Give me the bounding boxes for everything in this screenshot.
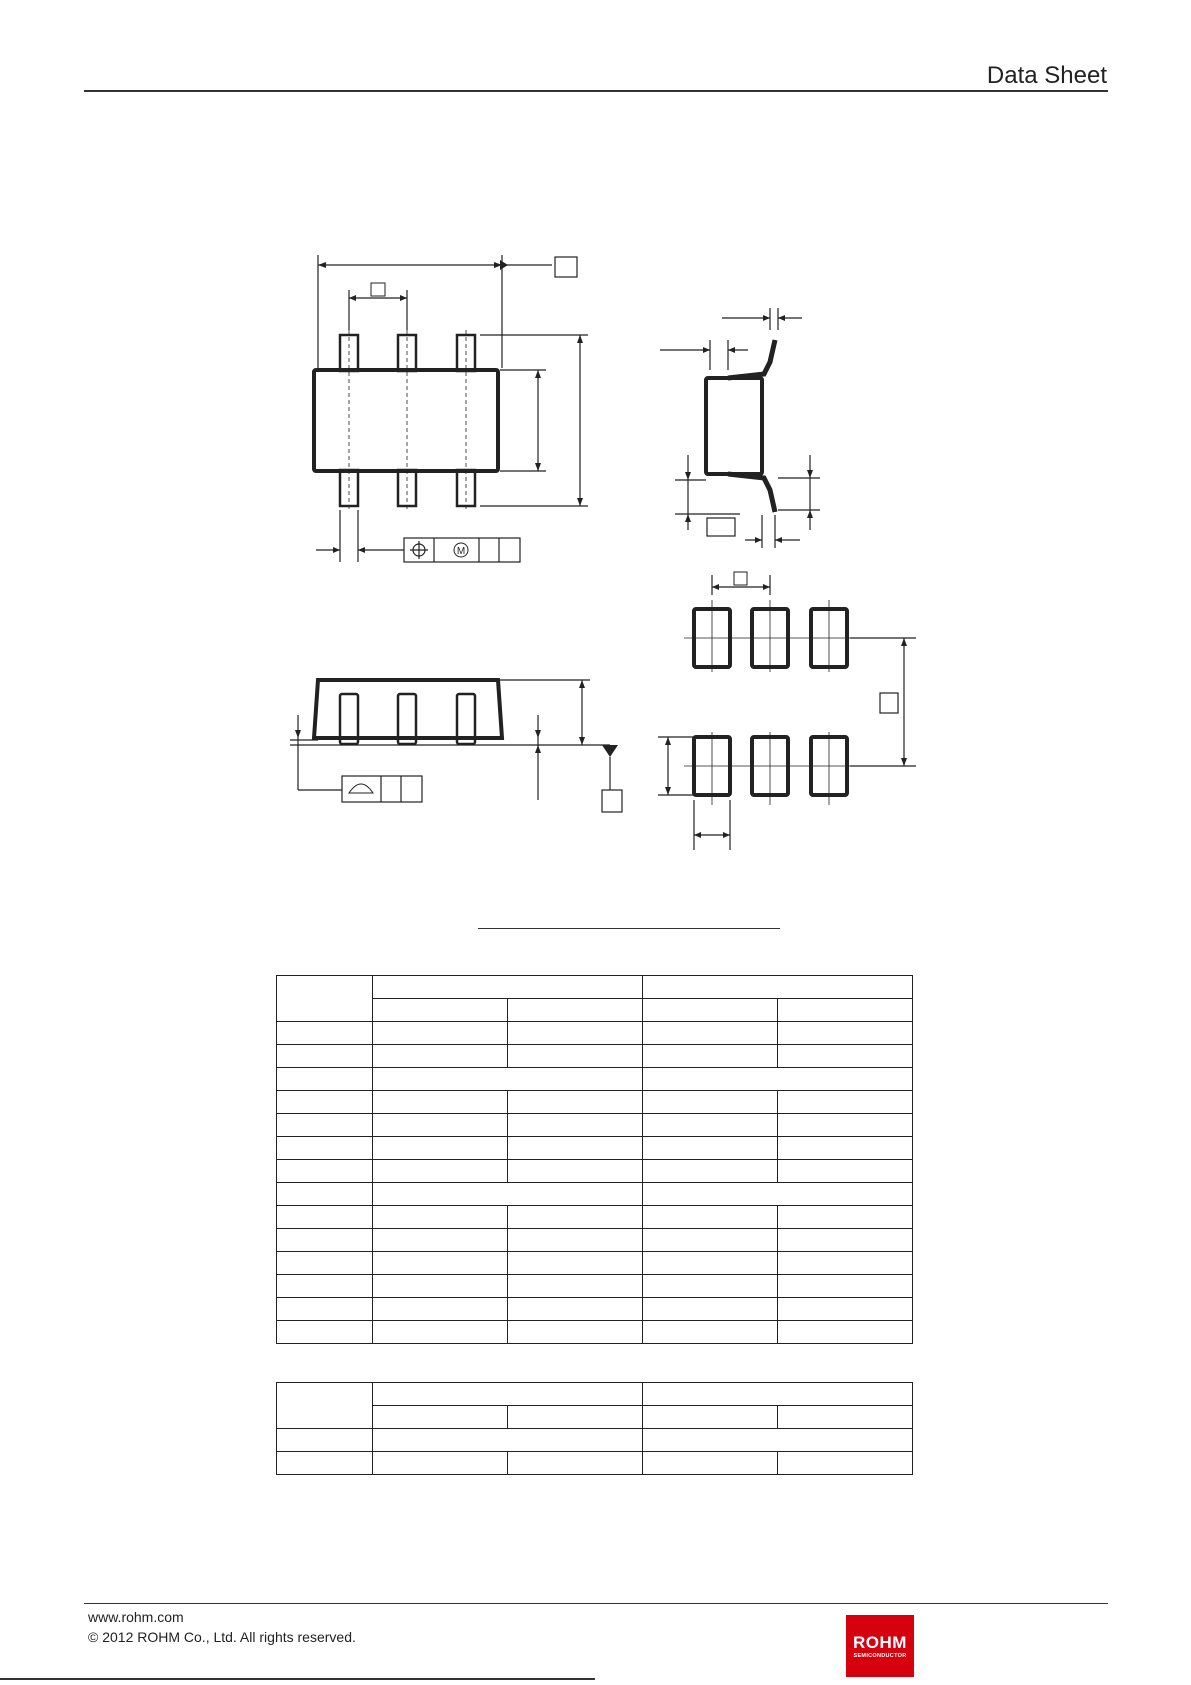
bottom-edge-rule	[0, 1678, 595, 1680]
table-row	[277, 1022, 913, 1045]
table-cell	[373, 976, 643, 999]
table-cell	[277, 1045, 373, 1068]
footer-divider	[84, 1603, 1108, 1604]
table-header-row	[277, 1406, 913, 1429]
table-cell	[277, 1429, 373, 1452]
table-cell	[373, 1321, 508, 1344]
logo-wordmark: ROHM	[853, 1633, 907, 1652]
table-cell	[277, 1183, 373, 1206]
table-cell	[643, 999, 778, 1022]
table-cell	[778, 1091, 913, 1114]
table-cell	[643, 1383, 913, 1406]
table-row	[277, 1206, 913, 1229]
table-cell	[373, 1068, 643, 1091]
table-cell	[508, 1298, 643, 1321]
table-cell	[277, 1022, 373, 1045]
table-cell	[778, 1298, 913, 1321]
table-cell	[373, 1114, 508, 1137]
table-cell	[373, 1206, 508, 1229]
table-cell	[277, 1160, 373, 1183]
table-cell	[643, 1022, 778, 1045]
table-cell	[643, 1206, 778, 1229]
rohm-logo	[846, 1615, 914, 1677]
table-cell	[643, 1160, 778, 1183]
table-cell	[373, 1252, 508, 1275]
table-cell	[778, 1045, 913, 1068]
table-cell	[778, 1252, 913, 1275]
table-cell	[778, 1114, 913, 1137]
table-cell	[508, 1045, 643, 1068]
table-row	[277, 1429, 913, 1452]
table-cell	[373, 1298, 508, 1321]
table-cell	[373, 1183, 643, 1206]
table-cell	[643, 976, 913, 999]
table-cell	[643, 1298, 778, 1321]
table-cell	[643, 1406, 778, 1429]
logo-subtitle: SEMICONDUCTOR	[853, 1653, 907, 1659]
table-row	[277, 1091, 913, 1114]
table-cell	[778, 1321, 913, 1344]
table-cell	[277, 1383, 373, 1429]
table-row	[277, 1229, 913, 1252]
table-cell	[277, 1452, 373, 1475]
dimension-table	[276, 975, 913, 1344]
table-cell	[778, 1022, 913, 1045]
table-cell	[643, 1068, 913, 1091]
table-header-row	[277, 1383, 913, 1406]
table-cell	[373, 1045, 508, 1068]
table-cell	[778, 1229, 913, 1252]
table-cell	[778, 1406, 913, 1429]
table-cell	[373, 1137, 508, 1160]
table-cell	[277, 1114, 373, 1137]
table-row	[277, 1252, 913, 1275]
table-cell	[277, 1091, 373, 1114]
table-cell	[778, 999, 913, 1022]
table-row	[277, 1114, 913, 1137]
table-cell	[373, 999, 508, 1022]
table-cell	[643, 1114, 778, 1137]
table-cell	[277, 1229, 373, 1252]
table-cell	[277, 1068, 373, 1091]
table-row	[277, 1160, 913, 1183]
table-cell	[277, 1137, 373, 1160]
table-cell	[643, 1275, 778, 1298]
table-row	[277, 1321, 913, 1344]
front-view	[290, 680, 622, 812]
table-cell	[643, 1321, 778, 1344]
table-cell	[643, 1183, 913, 1206]
top-view	[314, 255, 588, 562]
table-cell	[643, 1452, 778, 1475]
table-cell	[373, 1452, 508, 1475]
table-cell	[277, 976, 373, 1022]
land-pattern	[658, 572, 916, 850]
mmc-symbol: M	[456, 546, 466, 557]
table-cell	[778, 1206, 913, 1229]
table-cell	[508, 1252, 643, 1275]
table-cell	[373, 1429, 643, 1452]
table-cell	[508, 1091, 643, 1114]
table-row	[277, 1137, 913, 1160]
table-cell	[373, 1022, 508, 1045]
table-row	[277, 1183, 913, 1206]
table-cell	[277, 1275, 373, 1298]
table-cell	[277, 1206, 373, 1229]
table-cell	[508, 1137, 643, 1160]
table-cell	[508, 1229, 643, 1252]
table-row	[277, 1452, 913, 1475]
table-cell	[508, 1022, 643, 1045]
table-cell	[508, 999, 643, 1022]
table-cell	[373, 1160, 508, 1183]
table-cell	[508, 1160, 643, 1183]
table-header-row	[277, 976, 913, 999]
side-view	[660, 308, 820, 548]
table-cell	[778, 1137, 913, 1160]
section-divider	[478, 928, 780, 929]
table-cell	[508, 1206, 643, 1229]
table-header-row	[277, 999, 913, 1022]
footer-url[interactable]: www.rohm.com	[88, 1609, 184, 1625]
table-cell	[373, 1091, 508, 1114]
table-cell	[643, 1229, 778, 1252]
page-title: Data Sheet	[986, 62, 1107, 89]
land-dimension-table	[276, 1382, 913, 1475]
table-cell	[643, 1045, 778, 1068]
table-cell	[373, 1406, 508, 1429]
table-cell	[508, 1406, 643, 1429]
table-row	[277, 1045, 913, 1068]
table-row	[277, 1275, 913, 1298]
table-cell	[277, 1321, 373, 1344]
table-cell	[778, 1452, 913, 1475]
footer-copyright: © 2012 ROHM Co., Ltd. All rights reserved.	[88, 1629, 356, 1645]
table-cell	[277, 1298, 373, 1321]
table-cell	[778, 1160, 913, 1183]
table-cell	[643, 1091, 778, 1114]
table-cell	[778, 1275, 913, 1298]
table-cell	[643, 1137, 778, 1160]
table-cell	[277, 1252, 373, 1275]
table-row	[277, 1068, 913, 1091]
table-cell	[373, 1229, 508, 1252]
table-cell	[508, 1275, 643, 1298]
table-cell	[643, 1252, 778, 1275]
table-cell	[373, 1275, 508, 1298]
table-cell	[508, 1114, 643, 1137]
table-cell	[643, 1429, 913, 1452]
table-cell	[508, 1321, 643, 1344]
table-row	[277, 1298, 913, 1321]
table-cell	[508, 1452, 643, 1475]
table-cell	[373, 1383, 643, 1406]
